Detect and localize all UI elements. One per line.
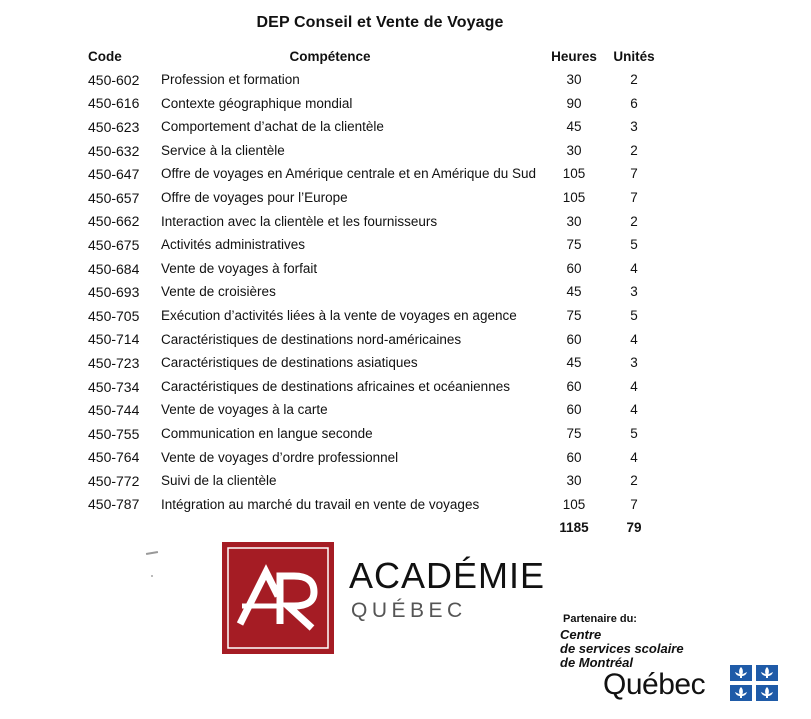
cell-code: 450-772	[88, 472, 140, 489]
table-row	[88, 92, 659, 116]
cell-competence: Intégration au marché du travail en vente de voyages	[161, 496, 480, 512]
cell-code: 450-647	[88, 166, 140, 183]
cell-units: 3	[630, 284, 638, 300]
table-row	[88, 210, 659, 234]
table-row	[88, 351, 659, 375]
cell-competence: Vente de voyages d’ordre professionnel	[161, 449, 399, 465]
cell-hours: 75	[566, 307, 582, 323]
total-units: 79	[626, 519, 642, 535]
cell-competence: Communication en langue seconde	[161, 425, 373, 441]
cell-code: 450-734	[88, 378, 140, 395]
header-hours: Heures	[551, 49, 597, 65]
cell-hours: 60	[566, 449, 582, 465]
cell-competence: Offre de voyages pour l’Europe	[161, 190, 348, 206]
header-units: Unités	[613, 49, 655, 65]
cell-competence: Suivi de la clientèle	[161, 473, 277, 489]
cell-competence: Vente de voyages à la carte	[161, 402, 328, 418]
quebec-wordmark: Québec	[603, 668, 706, 701]
cell-units: 2	[630, 473, 638, 489]
cell-hours: 75	[566, 237, 582, 253]
cell-code: 450-602	[88, 71, 140, 88]
cell-code: 450-714	[88, 331, 140, 348]
cell-hours: 105	[562, 166, 586, 182]
cell-competence: Vente de voyages à forfait	[161, 260, 318, 276]
table-row	[88, 493, 659, 517]
cell-code: 450-662	[88, 213, 140, 230]
cell-units: 5	[630, 237, 638, 253]
cell-competence: Caractéristiques de destinations africaines et océaniennes	[161, 378, 510, 394]
brand-subname: QUÉBEC	[351, 599, 467, 622]
table-header-row	[88, 46, 659, 68]
cell-units: 5	[630, 425, 638, 441]
table-row	[88, 139, 659, 163]
fleur-de-lis-flag-icon	[729, 664, 779, 702]
scan-dot	[151, 575, 153, 577]
cell-units: 5	[630, 307, 638, 323]
partner-line-3: de Montréal	[560, 655, 633, 670]
cell-units: 3	[630, 119, 638, 135]
cell-units: 3	[630, 355, 638, 371]
cell-units: 2	[630, 72, 638, 88]
cell-hours: 45	[566, 119, 582, 135]
table-row	[88, 422, 659, 446]
cell-hours: 30	[566, 473, 582, 489]
cell-units: 4	[630, 331, 638, 347]
cell-hours: 60	[566, 402, 582, 418]
partner-label: Partenaire du:	[563, 613, 637, 625]
cell-hours: 60	[566, 260, 582, 276]
cell-competence: Vente de croisières	[161, 284, 276, 300]
partner-line-1: Centre	[560, 627, 602, 642]
brand-name: ACADÉMIE	[349, 555, 546, 596]
cell-units: 6	[630, 95, 638, 111]
header-code: Code	[88, 49, 122, 65]
cell-code: 450-787	[88, 496, 140, 513]
cell-hours: 30	[566, 213, 582, 229]
cell-competence: Activités administratives	[161, 237, 306, 253]
table-row	[88, 186, 659, 210]
cell-competence: Profession et formation	[161, 72, 300, 88]
cell-competence: Interaction avec la clientèle et les fournisseurs	[161, 213, 438, 229]
partner-line-2: de services scolaire	[560, 641, 684, 656]
cell-code: 450-684	[88, 260, 140, 277]
cell-competence: Service à la clientèle	[161, 142, 285, 158]
table-row	[88, 469, 659, 493]
cell-hours: 30	[566, 142, 582, 158]
table-row	[88, 304, 659, 328]
cell-code: 450-623	[88, 118, 140, 135]
table-row	[88, 328, 659, 352]
table-row	[88, 375, 659, 399]
total-row	[88, 516, 659, 538]
total-spacer	[88, 516, 161, 538]
table-row	[88, 162, 659, 186]
cell-code: 450-744	[88, 402, 140, 419]
cell-units: 7	[630, 496, 638, 512]
cell-code: 450-755	[88, 425, 140, 442]
table-row	[88, 280, 659, 304]
cell-units: 7	[630, 166, 638, 182]
cell-code: 450-723	[88, 354, 140, 371]
cell-hours: 60	[566, 378, 582, 394]
table-row	[88, 233, 659, 257]
header-competence: Compétence	[289, 49, 371, 65]
table-row	[88, 115, 659, 139]
course-table	[88, 46, 659, 538]
cell-code: 450-693	[88, 284, 140, 301]
cell-units: 7	[630, 190, 638, 206]
cell-code: 450-657	[88, 189, 140, 206]
cell-hours: 90	[566, 95, 582, 111]
total-spacer	[161, 516, 539, 538]
cell-units: 2	[630, 142, 638, 158]
cell-units: 4	[630, 449, 638, 465]
cell-units: 4	[630, 402, 638, 418]
cell-code: 450-675	[88, 236, 140, 253]
cell-code: 450-616	[88, 95, 140, 112]
cell-code: 450-705	[88, 307, 140, 324]
total-hours: 1185	[559, 519, 589, 535]
cell-competence: Offre de voyages en Amérique centrale et en Amérique du Sud	[161, 166, 536, 182]
cell-code: 450-632	[88, 142, 140, 159]
cell-competence: Contexte géographique mondial	[161, 95, 353, 111]
cell-hours: 45	[566, 284, 582, 300]
page-title: DEP Conseil et Vente de Voyage	[256, 14, 504, 31]
table-row	[88, 446, 659, 470]
table-row	[88, 257, 659, 281]
cell-hours: 105	[562, 496, 586, 512]
cell-hours: 30	[566, 72, 582, 88]
cell-units: 4	[630, 378, 638, 394]
cell-hours: 75	[566, 425, 582, 441]
table-row	[88, 68, 659, 92]
cell-units: 2	[630, 213, 638, 229]
cell-competence: Caractéristiques de destinations nord-américaines	[161, 331, 462, 347]
academie-quebec-monogram-icon	[222, 542, 334, 654]
table-row	[88, 398, 659, 422]
cell-competence: Caractéristiques de destinations asiatiques	[161, 355, 418, 371]
cell-competence: Exécution d’activités liées à la vente de voyages en agence	[161, 307, 517, 323]
cell-code: 450-764	[88, 449, 140, 466]
cell-units: 4	[630, 260, 638, 276]
cell-hours: 60	[566, 331, 582, 347]
cell-hours: 105	[562, 190, 586, 206]
cell-competence: Comportement d’achat de la clientèle	[161, 119, 384, 135]
scan-mark	[146, 551, 158, 555]
table-body	[88, 68, 659, 516]
cell-hours: 45	[566, 355, 582, 371]
